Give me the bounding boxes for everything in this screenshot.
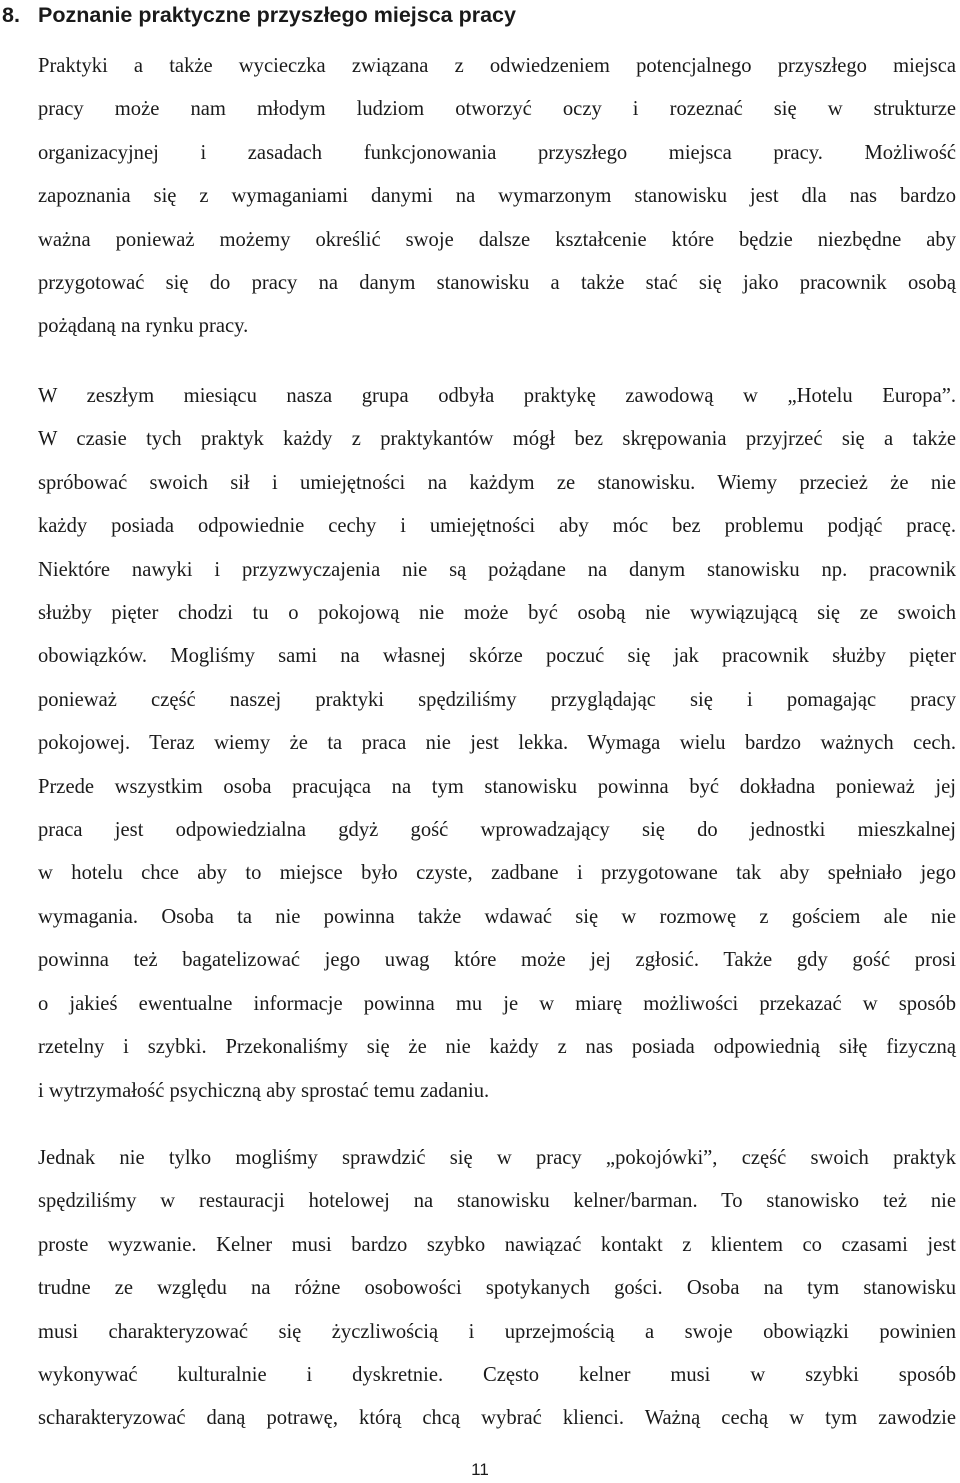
paragraph-line: Przede wszystkim osoba pracująca na tym stanowisku powinna być dokładna ponieważ jej xyxy=(38,775,956,798)
paragraph-line: pożądaną na rynku pracy. xyxy=(38,315,249,338)
page-number: 11 xyxy=(471,1460,489,1479)
paragraph-line: spróbować swoich sił i umiejętności na każdym ze stanowisku. Wiemy przecież że nie xyxy=(38,471,956,494)
paragraph-line: Niektóre nawyki i przyzwyczajenia nie są pożądane na danym stanowisku np. pracownik xyxy=(38,558,956,581)
paragraph-line: W czasie tych praktyk każdy z praktykantów mógł bez skrępowania przyjrzeć się a także xyxy=(38,428,956,451)
paragraph-line: każdy posiada odpowiednie cechy i umiejętności aby móc bez problemu podjąć pracę. xyxy=(38,515,956,538)
paragraph-line: pracy może nam młodym ludziom otworzyć oczy i rozeznać się w strukturze xyxy=(38,98,956,121)
paragraph-line: wykonywać kulturalnie i dyskretnie. Często kelner musi w szybki sposób xyxy=(38,1364,956,1387)
paragraph-line: służby pięter chodzi tu o pokojową nie może być osobą nie wywiązującą się ze swoich xyxy=(38,602,956,625)
paragraph-line: ponieważ część naszej praktyki spędziliśmy przyglądając się i pomagając pracy xyxy=(38,688,956,711)
paragraph-line: zapoznania się z wymaganiami danymi na wymarzonym stanowisku jest dla nas bardzo xyxy=(38,185,956,208)
section-heading xyxy=(2,0,516,30)
paragraph-line: proste wyzwanie. Kelner musi bardzo szybko nawiązać kontakt z klientem co czasami jest xyxy=(38,1233,956,1256)
paragraph-line: spędziliśmy w restauracji hotelowej na stanowisku kelner/barman. To stanowisko też nie xyxy=(38,1190,956,1213)
paragraph-line: i wytrzymałość psychiczną aby sprostać temu zadaniu. xyxy=(38,1079,490,1102)
paragraph-line: Jednak nie tylko mogliśmy sprawdzić się w pracy „pokojówki”, część swoich praktyk xyxy=(38,1147,956,1169)
paragraph-line: W zeszłym miesiącu nasza grupa odbyła praktykę zawodową w „Hotelu Europa”. xyxy=(38,385,956,407)
paragraph-line: przygotować się do pracy na danym stanowisku a także stać się jako pracownik osobą xyxy=(38,272,956,295)
paragraph-line: praca jest odpowiedzialna gdyż gość wprowadzający się do jednostki mieszkalnej xyxy=(38,819,956,842)
paragraph-line: w hotelu chce aby to miejsce było czyste, zadbane i przygotowane tak aby spełniało jego xyxy=(38,862,956,885)
paragraph-line: organizacyjnej i zasadach funkcjonowania przyszłego miejsca pracy. Możliwość xyxy=(38,141,956,164)
paragraph-line: wymagania. Osoba ta nie powinna także wdawać się w rozmowę z gościem ale nie xyxy=(38,905,956,928)
paragraph-3 xyxy=(38,1137,956,1441)
section-number: 8. xyxy=(2,3,20,27)
paragraph-line: rzetelny i szybki. Przekonaliśmy się że nie każdy z nas posiada odpowiednią siłę fizyczną xyxy=(38,1036,956,1059)
paragraph-line: pokojowej. Teraz wiemy że ta praca nie jest lekka. Wymaga wielu bardzo ważnych cech. xyxy=(38,732,956,755)
paragraph-line: Praktyki a także wycieczka związana z odwiedzeniem potencjalnego przyszłego miejsca xyxy=(38,55,956,77)
paragraph-line: obowiązków. Mogliśmy sami na własnej skórze poczuć się jak pracownik służby pięter xyxy=(38,645,956,668)
paragraph-line: powinna też bagatelizować jego uwag które może jej zgłosić. Także gdy gość prosi xyxy=(38,949,956,972)
paragraph-1 xyxy=(38,45,956,349)
paragraph-line: ważna ponieważ możemy określić swoje dalsze kształcenie które będzie niezbędne aby xyxy=(38,228,956,251)
section-title: Poznanie praktyczne przyszłego miejsca pracy xyxy=(38,3,516,27)
paragraph-line: trudne ze względu na różne osobowości spotykanych gości. Osoba na tym stanowisku xyxy=(38,1277,956,1300)
paragraph-line: musi charakteryzować się życzliwością i uprzejmością a swoje obowiązki powinien xyxy=(38,1320,956,1343)
paragraph-line: scharakteryzować daną potrawę, którą chcą wybrać klienci. Ważną cechą w tym zawodzie xyxy=(38,1407,956,1430)
paragraph-2 xyxy=(38,375,956,1113)
paragraph-line: o jakieś ewentualne informacje powinna mu je w miarę możliwości przekazać w sposób xyxy=(38,992,956,1015)
